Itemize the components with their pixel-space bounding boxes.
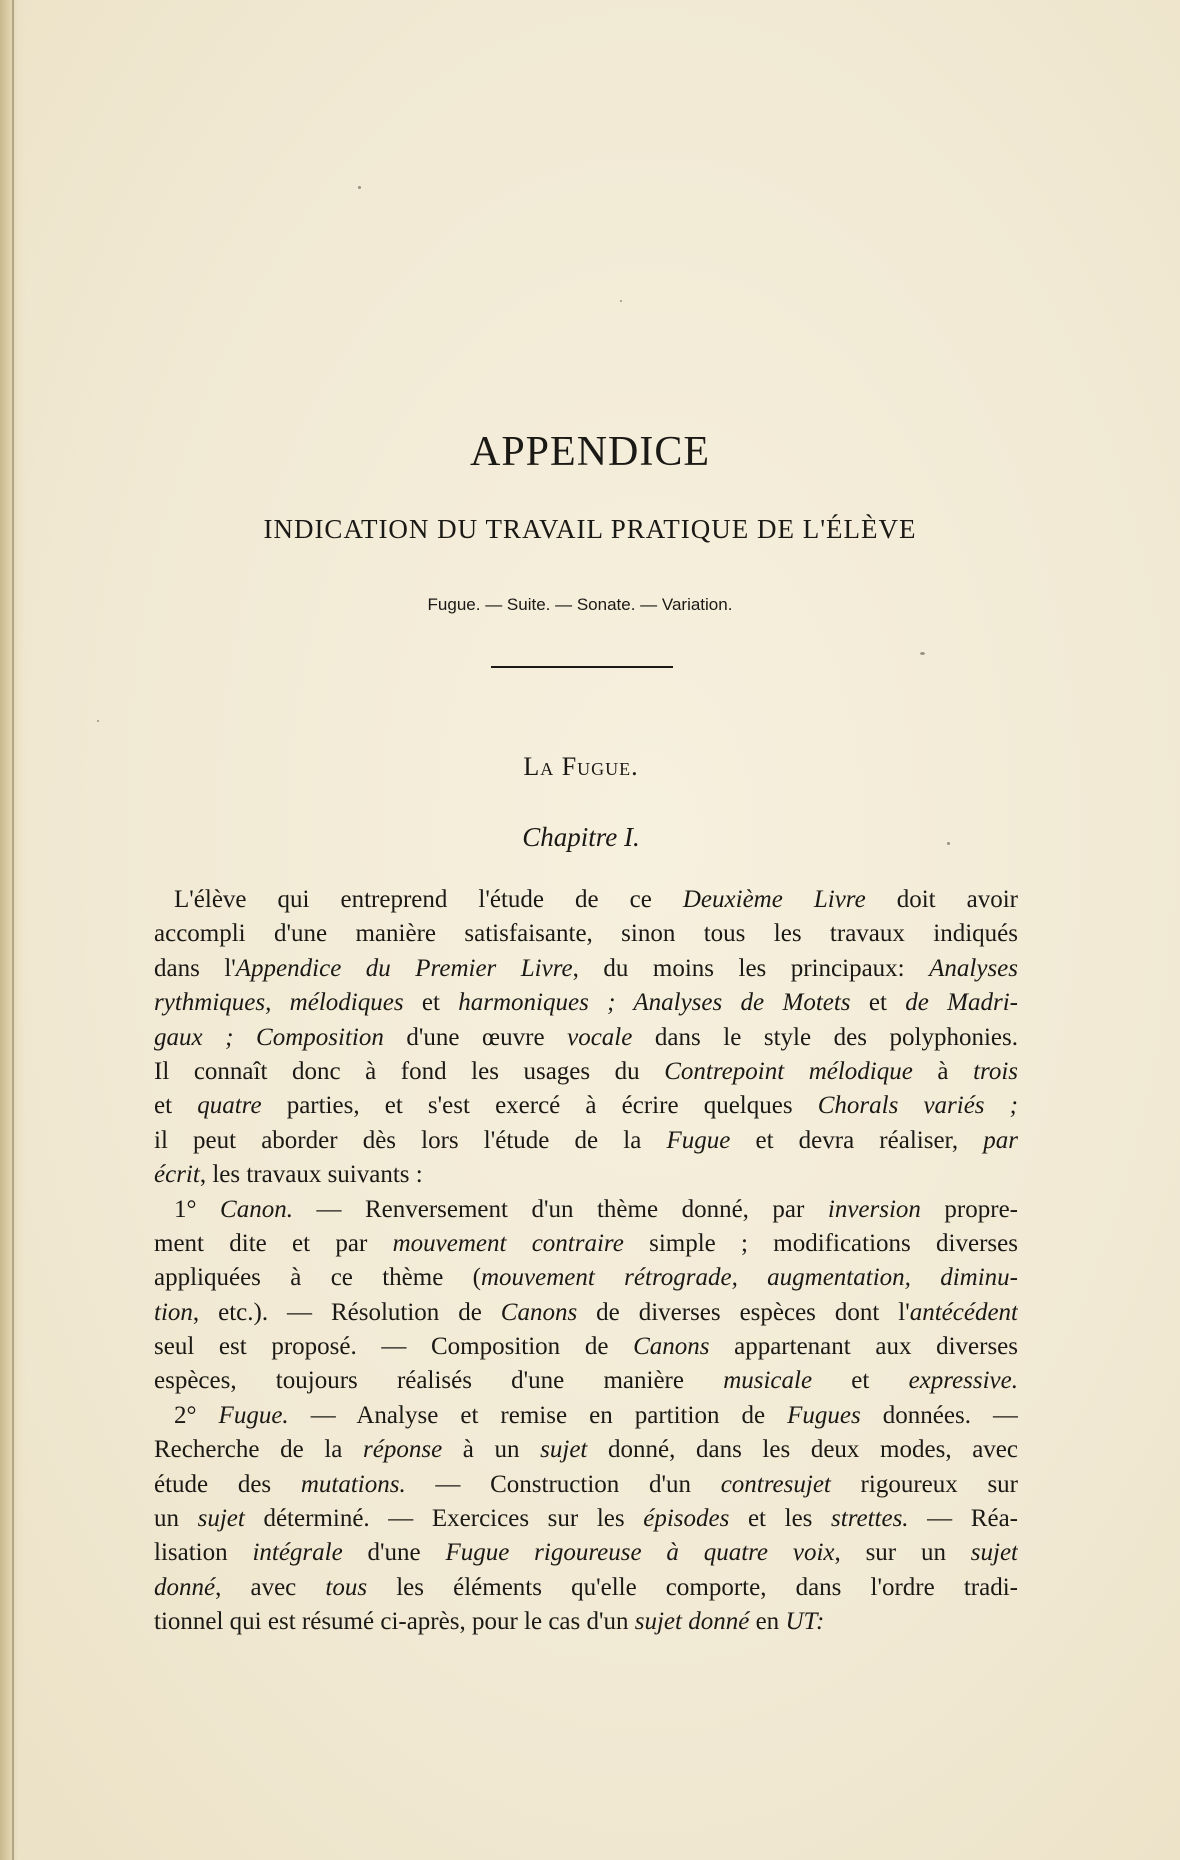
text-span: , sur un <box>834 1539 971 1567</box>
italic-text: par <box>983 1126 1018 1154</box>
text-span: , du moins les principaux: <box>572 954 930 982</box>
text-line <box>154 883 1018 917</box>
page-title: APPENDICE <box>469 429 711 475</box>
text-span: les éléments qu'elle comporte, dans l'ordre tradi- <box>367 1573 1018 1601</box>
paper-speck <box>97 720 99 722</box>
paper-speck <box>358 186 361 189</box>
text-span: dans l' <box>154 954 236 982</box>
italic-text: Fugue rigoureuse à quatre voix <box>445 1539 835 1567</box>
text-span: d'une <box>342 1539 446 1567</box>
text-line <box>154 1330 1018 1364</box>
italic-text: mouvement contraire <box>392 1229 624 1257</box>
text-line <box>154 1433 1018 1467</box>
text-span: d'une œuvre <box>383 1023 568 1051</box>
text-line <box>154 1296 1018 1330</box>
text-span: Recherche de la <box>154 1436 364 1464</box>
text-span: et <box>850 989 906 1017</box>
italic-text: Deuxième Livre <box>682 886 866 913</box>
text-span: étude des <box>154 1470 301 1498</box>
text-span: données. — <box>860 1401 1018 1429</box>
text-span: 2° <box>174 1401 219 1429</box>
italic-text: sujet donné <box>634 1608 750 1636</box>
text-span: — Construction d'un <box>405 1470 721 1498</box>
chapter-heading: Chapitre I. <box>522 822 640 852</box>
italic-text: Fugues <box>787 1401 861 1429</box>
text-span: et <box>154 1092 198 1120</box>
text-span: 1° <box>174 1195 221 1223</box>
italic-text: Canon. <box>220 1195 293 1223</box>
text-span: et les <box>729 1505 832 1533</box>
italic-text: Canons <box>500 1298 578 1326</box>
text-line <box>154 1055 1018 1089</box>
text-span: en <box>749 1608 786 1636</box>
italic-text: Canons <box>633 1333 710 1361</box>
italic-text: trois <box>973 1057 1018 1085</box>
italic-text: UT: <box>785 1608 825 1636</box>
text-line <box>154 1158 1018 1192</box>
text-span: — Renversement d'un thème donné, par <box>292 1195 828 1223</box>
text-line <box>154 1021 1018 1055</box>
italic-text: réponse <box>363 1436 443 1464</box>
subject-list: Fugue. — Suite. — Sonate. — Variation. <box>427 595 733 614</box>
text-span: L'élève qui entreprend l'étude de ce <box>174 886 683 913</box>
text-span: appartenant aux diverses <box>709 1333 1018 1361</box>
text-span: il peut aborder dès lors l'étude de la <box>154 1126 667 1154</box>
italic-text: écrit <box>154 1161 200 1189</box>
text-span: parties, et s'est exercé à écrire quelques <box>261 1092 818 1120</box>
text-span: — Réa- <box>908 1505 1018 1533</box>
italic-text: strettes. <box>831 1505 909 1533</box>
italic-text: antécédent <box>909 1298 1018 1326</box>
text-line <box>154 1399 1018 1433</box>
italic-text: harmoniques ; Analyses de Motets <box>458 989 851 1017</box>
text-line <box>154 952 1018 986</box>
text-span: un <box>154 1505 198 1533</box>
italic-text: contresujet <box>720 1470 831 1498</box>
italic-text: Chorals variés ; <box>817 1092 1018 1120</box>
italic-text: inversion <box>827 1195 921 1223</box>
italic-text: musicale <box>723 1367 813 1395</box>
italic-text: tous <box>325 1573 368 1601</box>
text-span: doit avoir <box>865 886 1018 913</box>
body-text <box>154 883 1018 1640</box>
section-heading: La Fugue. <box>523 752 639 781</box>
text-span: rigoureux sur <box>830 1470 1018 1498</box>
text-span: tionnel qui est résumé ci-après, pour le cas d'un <box>154 1608 635 1636</box>
italic-text: Contrepoint mélodique <box>664 1057 913 1085</box>
text-span: donné, dans les deux modes, avec <box>587 1436 1018 1464</box>
italic-text: donné <box>154 1573 216 1601</box>
text-span: et devra réaliser, <box>730 1126 984 1154</box>
italic-text: sujet <box>540 1436 588 1464</box>
text-line <box>154 1261 1018 1295</box>
text-line <box>154 1089 1018 1123</box>
text-span: à un <box>442 1436 541 1464</box>
italic-text: intégrale <box>252 1539 343 1567</box>
text-line <box>154 1193 1018 1227</box>
text-span: , etc.). — Résolution de <box>192 1298 501 1326</box>
text-span: de diverses espèces dont l' <box>577 1298 910 1326</box>
italic-text: mutations. <box>300 1470 406 1498</box>
text-span: à <box>912 1057 974 1085</box>
italic-text: rythmiques, mélodiques <box>154 989 404 1017</box>
italic-text: vocale <box>567 1023 633 1051</box>
text-span: et <box>812 1367 909 1395</box>
text-span: — Analyse et remise en partition de <box>288 1401 788 1429</box>
italic-text: sujet <box>970 1539 1018 1567</box>
page-subtitle: INDICATION DU TRAVAIL PRATIQUE DE L'ÉLÈVE <box>263 514 917 544</box>
italic-text: Fugue <box>666 1126 731 1154</box>
text-line <box>154 1605 1018 1639</box>
text-line <box>154 1536 1018 1570</box>
text-span: accompli d'une manière satisfaisante, sinon tous les travaux indiqués <box>154 920 1018 948</box>
paper-speck <box>620 300 622 302</box>
text-span: , avec <box>215 1573 326 1601</box>
text-span: espèces, toujours réalisés d'une manière <box>154 1367 724 1395</box>
text-span: ment dite et par <box>154 1229 393 1257</box>
text-line <box>154 1124 1018 1158</box>
text-line <box>154 1364 1018 1398</box>
text-line <box>154 917 1018 951</box>
italic-text: de Madri- <box>905 989 1018 1017</box>
text-span: et <box>403 989 459 1017</box>
italic-text: mouvement rétrograde, augmentation, diminu- <box>480 1264 1018 1292</box>
text-line <box>154 986 1018 1020</box>
text-span: , les travaux suivants : <box>199 1161 423 1189</box>
text-line <box>154 1502 1018 1536</box>
text-span: lisation <box>154 1539 253 1567</box>
italic-text: Fugue. <box>218 1401 289 1429</box>
text-line <box>154 1227 1018 1261</box>
text-span: dans le style des polyphonies. <box>632 1023 1018 1051</box>
italic-text: expressive. <box>908 1367 1018 1395</box>
italic-text: Appendice du Premier Livre <box>235 954 573 982</box>
text-span: Il connaît donc à fond les usages du <box>154 1057 665 1085</box>
italic-text: Analyses <box>929 954 1018 982</box>
italic-text: quatre <box>197 1092 262 1120</box>
italic-text: gaux ; Composition <box>154 1023 384 1051</box>
text-span: propre- <box>920 1195 1018 1223</box>
text-line <box>154 1571 1018 1605</box>
text-span: simple ; modifications diverses <box>623 1229 1018 1257</box>
text-span: appliquées à ce thème ( <box>154 1264 481 1292</box>
italic-text: sujet <box>197 1505 245 1533</box>
binding-fold-line <box>12 0 14 1860</box>
text-span: seul est proposé. — Composition de <box>154 1333 634 1361</box>
italic-text: tion <box>154 1298 193 1326</box>
italic-text: épisodes <box>643 1505 730 1533</box>
text-line <box>154 1468 1018 1502</box>
section-divider <box>491 666 673 668</box>
text-span: déterminé. — Exercices sur les <box>244 1505 644 1533</box>
paper-speck <box>920 652 925 655</box>
